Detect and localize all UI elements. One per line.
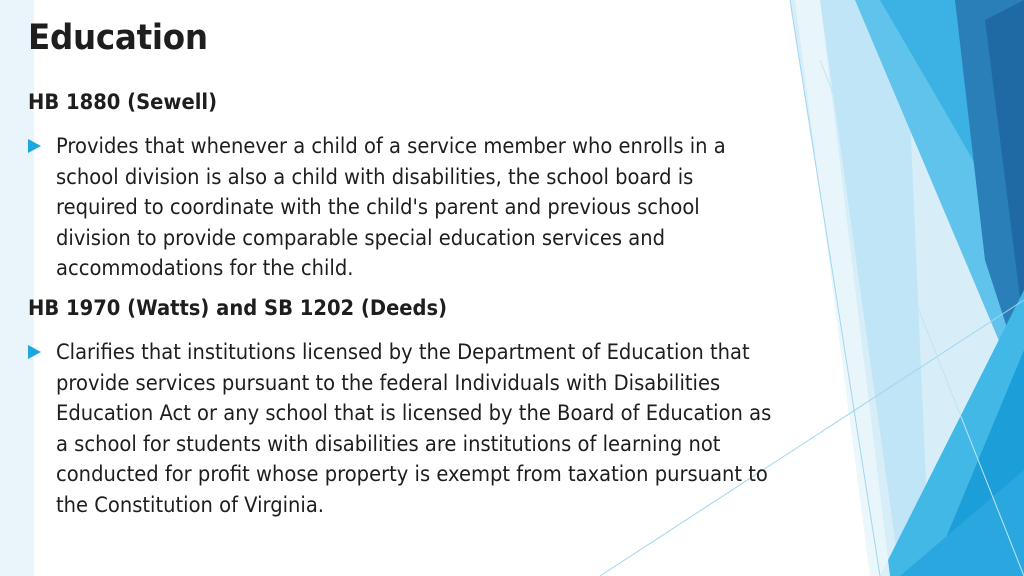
- body-line: provide services pursuant to the federal Individuals with Disabilities: [56, 370, 721, 395]
- slide-title: Education: [28, 18, 208, 58]
- body-line: Education Act or any school that is licensed by the Board of Education as: [56, 401, 772, 426]
- body-line: the Constitution of Virginia.: [56, 492, 325, 517]
- section-heading-hb1970-sb1202: HB 1970 (Watts) and SB 1202 (Deeds): [28, 296, 448, 320]
- body-line: a school for students with disabilities are institutions of learning not: [56, 431, 721, 456]
- body-line: accommodations for the child.: [56, 256, 354, 281]
- body-line: Provides that whenever a child of a service member who enrolls in a: [56, 134, 726, 158]
- body-line: division to provide comparable special education services and: [56, 225, 665, 250]
- body-line: school division is also a child with disabilities, the school board is: [56, 164, 694, 189]
- body-line: conducted for profit whose property is exempt from taxation pursuant to: [56, 462, 768, 487]
- section-body-hb1970-sb1202: [56, 337, 771, 521]
- section-heading-hb1880: HB 1880 (Sewell): [28, 90, 218, 114]
- section-body-hb1880: [56, 131, 726, 284]
- body-line: Clarifies that institutions licensed by the Department of Education that: [56, 340, 750, 364]
- bullet-arrow-icon: [28, 345, 41, 359]
- body-line: required to coordinate with the child's parent and previous school: [56, 195, 700, 220]
- bullet-arrow-icon: [28, 139, 41, 153]
